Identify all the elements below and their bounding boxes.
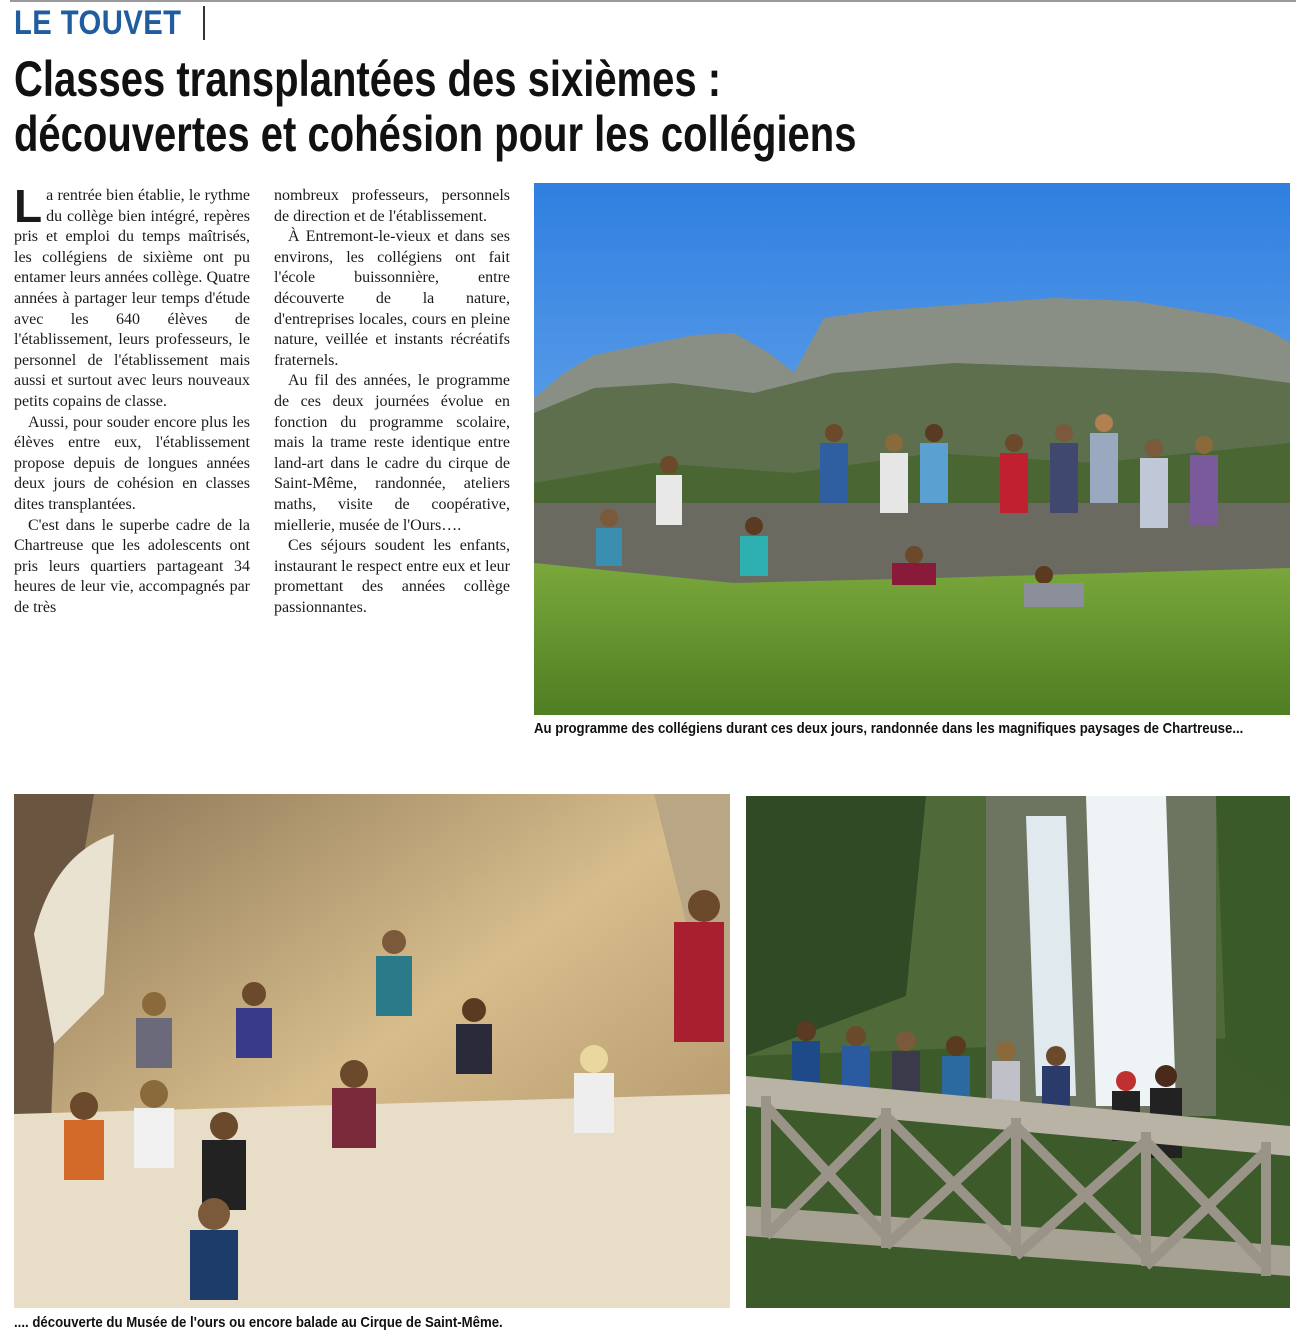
headline-line-2: découvertes et cohésion pour les collégiens (14, 106, 857, 162)
section-divider (203, 6, 205, 40)
mountain-group-photo (534, 183, 1290, 715)
bottom-photos-caption: .... découverte du Musée de l'ours ou encore balade au Cirque de Saint-Même. (14, 1314, 503, 1331)
drop-cap: L (14, 180, 43, 232)
headline (14, 52, 856, 162)
top-rule (10, 0, 1296, 2)
paragraph: C'est dans le superbe cadre de la Chartreuse que les adolescents ont pris leurs quartiers partageant 34 heures de leur vie, accompagnés par de très (14, 516, 250, 616)
section-label: LE TOUVET (14, 4, 182, 42)
museum-cave-photo (14, 794, 730, 1308)
paragraph: La rentrée bien établie, le rythme du collège bien intégré, repères pris et emploi du temps maîtrisés, les collégiens de sixième ont pu entamer leurs années collège. Quatre années à partager leur temps d'étude avec les 640 élèves de l'établissement, leurs professeurs, le personnel de l'établissement mais aussi et surtout avec leurs nouveaux petits copains de classe. (14, 180, 250, 410)
paragraph: À Entremont-le-vieux et dans ses environs, les collégiens ont fait l'école buissonnière, entre découverte de la nature, d'entreprises locales, cours en pleine nature, veillée et instants récréatifs fraternels. (274, 228, 510, 369)
paragraph: Ces séjours soudent les enfants, instaurant le respect entre eux et leur promettant des années collège passionnantes. (274, 537, 510, 616)
paragraph: nombreux professeurs, personnels de direction et de l'établissement. (274, 187, 510, 225)
headline-line-1: Classes transplantées des sixièmes : (14, 51, 722, 107)
article-column-2 (274, 186, 510, 618)
paragraph: Aussi, pour souder encore plus les élèves entre eux, l'établissement propose depuis de longues années deux jours de cohésion en classes dites transplantées. (14, 413, 250, 513)
article-column-1 (14, 180, 250, 618)
paragraph: Au fil des années, le programme de ces deux journées évolue en fonction du programme scolaire, mais la trame reste identique entre land-art dans le cadre du cirque de Saint-Même, randonnée, ateliers maths, visite de coopérative, miellerie, musée de l'Ours…. (274, 372, 510, 534)
waterfall-bridge-photo (746, 796, 1290, 1308)
top-photo-caption: Au programme des collégiens durant ces deux jours, randonnée dans les magnifiques paysages de Chartreuse... (534, 720, 1244, 737)
